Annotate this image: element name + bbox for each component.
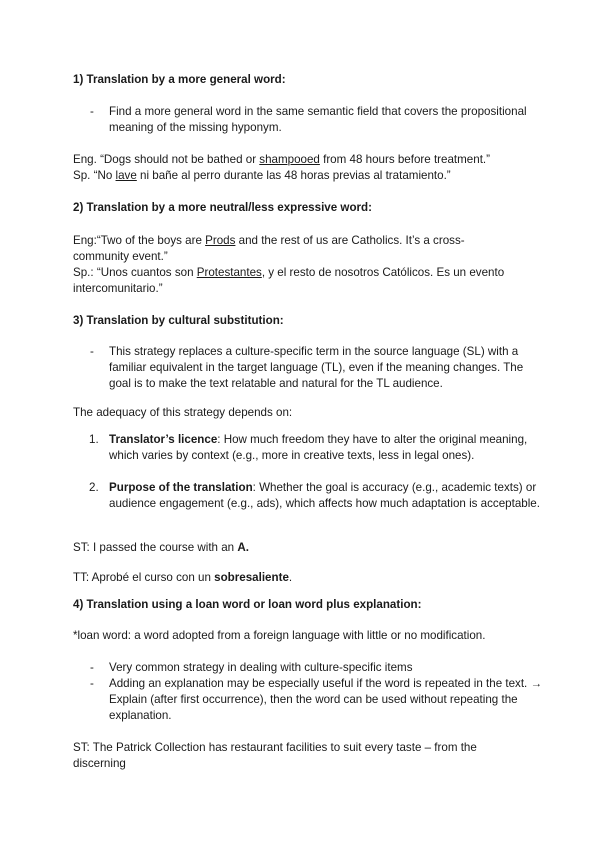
underlined-term: lave	[115, 169, 137, 182]
item-term: Purpose of the translation	[109, 481, 253, 494]
item-number: 2.	[89, 481, 99, 494]
section-1-sp-example: Sp. “No lave ni bañe al perro durante las 48 horas previas al tratamiento.”	[73, 169, 451, 182]
bullet-text: This strategy replaces a culture-specific term in the source language (SL) with a familiar equivalent in the target language (TL), even if the meaning changes. The goal is to make the text relatable and natural for the TL audience.	[109, 345, 524, 390]
document-page: 1) Translation by a more general word: - Find a more general word in the same semantic field that covers the propositional meaning of the missing hyponym. Eng. “Dogs should not be bathed or shampooed from 48 hours before treatment.” Sp. “No lave ni bañe al perro durante las 48 horas previas al tratamiento.” 2) Translation by a more neutral/less expressive word: Eng:“Two of the boys are Prods and the rest of us are Catholics. It’s a cross-community event.” Sp.: “Unos cuantos son Protestantes, y el resto de nosotros Católicos. Es un evento intercomunitario.” 3) Translation by cultural substitution: - This strategy replaces a culture-specific term in the source language (SL) with a familiar equivalent in the target language (TL), even if the meaning changes. The goal is to make the text relatable and natural for the TL audience. The adequacy of this strategy depends on: 1. Translator’s licence: How much freedom they have to alter the original meaning, which varies by context (e.g., more in creative texts, less in legal ones). 2. Purpose of the translation: Whether the goal is accuracy (e.g., academic texts) or audience engagement (e.g., ads), which affects how much adaptation is acceptable. ST: I passed the course with an A. TT: Aprobé el curso con un sobresaliente. 4) Translation using a loan word or loan word plus explanation: *loan word: a word adopted from a foreign language with little or no modification. - Very common strategy in dealing with culture-specific items - Adding an explanation may be especially useful if the word is repeated in the text. → Explain (after first occurrence), then the word can be used without repeating the explanation. ST: The Patrick Collection has restaurant facilities to suit every taste – from the discerning	[0, 0, 600, 848]
section-4-st-example: ST: The Patrick Collection has restaurant facilities to suit every taste – from the discerning	[73, 741, 477, 770]
section-3-st-example: ST: I passed the course with an A.	[73, 541, 249, 554]
underlined-term: shampooed	[259, 153, 320, 166]
section-2-sp-example: Sp.: “Unos cuantos son Protestantes, y el resto de nosotros Católicos. Es un evento intercomunitario.”	[73, 266, 505, 295]
adequacy-intro: The adequacy of this strategy depends on:	[73, 406, 293, 419]
bullet-marker: -	[90, 677, 94, 690]
section-1-eng-example: Eng. “Dogs should not be bathed or shampooed from 48 hours before treatment.”	[73, 153, 490, 166]
bullet-text: Find a more general word in the same semantic field that covers the propositional meaning of the missing hyponym.	[109, 105, 527, 134]
underlined-term: Prods	[205, 234, 236, 247]
bullet-marker: -	[90, 661, 94, 674]
loan-word-definition: *loan word: a word adopted from a foreign language with little or no modification.	[73, 629, 486, 642]
section-3-tt-example: TT: Aprobé el curso con un sobresaliente.	[73, 571, 293, 584]
underlined-term: Protestantes	[196, 266, 262, 279]
item-number: 1.	[89, 433, 99, 446]
bullet-marker: -	[90, 105, 94, 118]
item-term: Translator’s licence	[109, 433, 218, 446]
section-2-heading: 2) Translation by a more neutral/less expressive word:	[73, 201, 372, 214]
bullet-marker: -	[90, 345, 94, 358]
bullet-text: Very common strategy in dealing with culture-specific items	[109, 661, 413, 674]
section-3-heading: 3) Translation by cultural substitution:	[73, 314, 284, 327]
section-2-eng-example: Eng:“Two of the boys are Prods and the rest of us are Catholics. It’s a cross-community event.”	[73, 234, 465, 263]
section-4-heading: 4) Translation using a loan word or loan word plus explanation:	[73, 598, 422, 611]
section-1-heading: 1) Translation by a more general word:	[73, 73, 286, 86]
bullet-text: Adding an explanation may be especially useful if the word is repeated in the text. → Explain (after first occurrence), then the word can be used without repeating the explanation.	[109, 677, 543, 722]
